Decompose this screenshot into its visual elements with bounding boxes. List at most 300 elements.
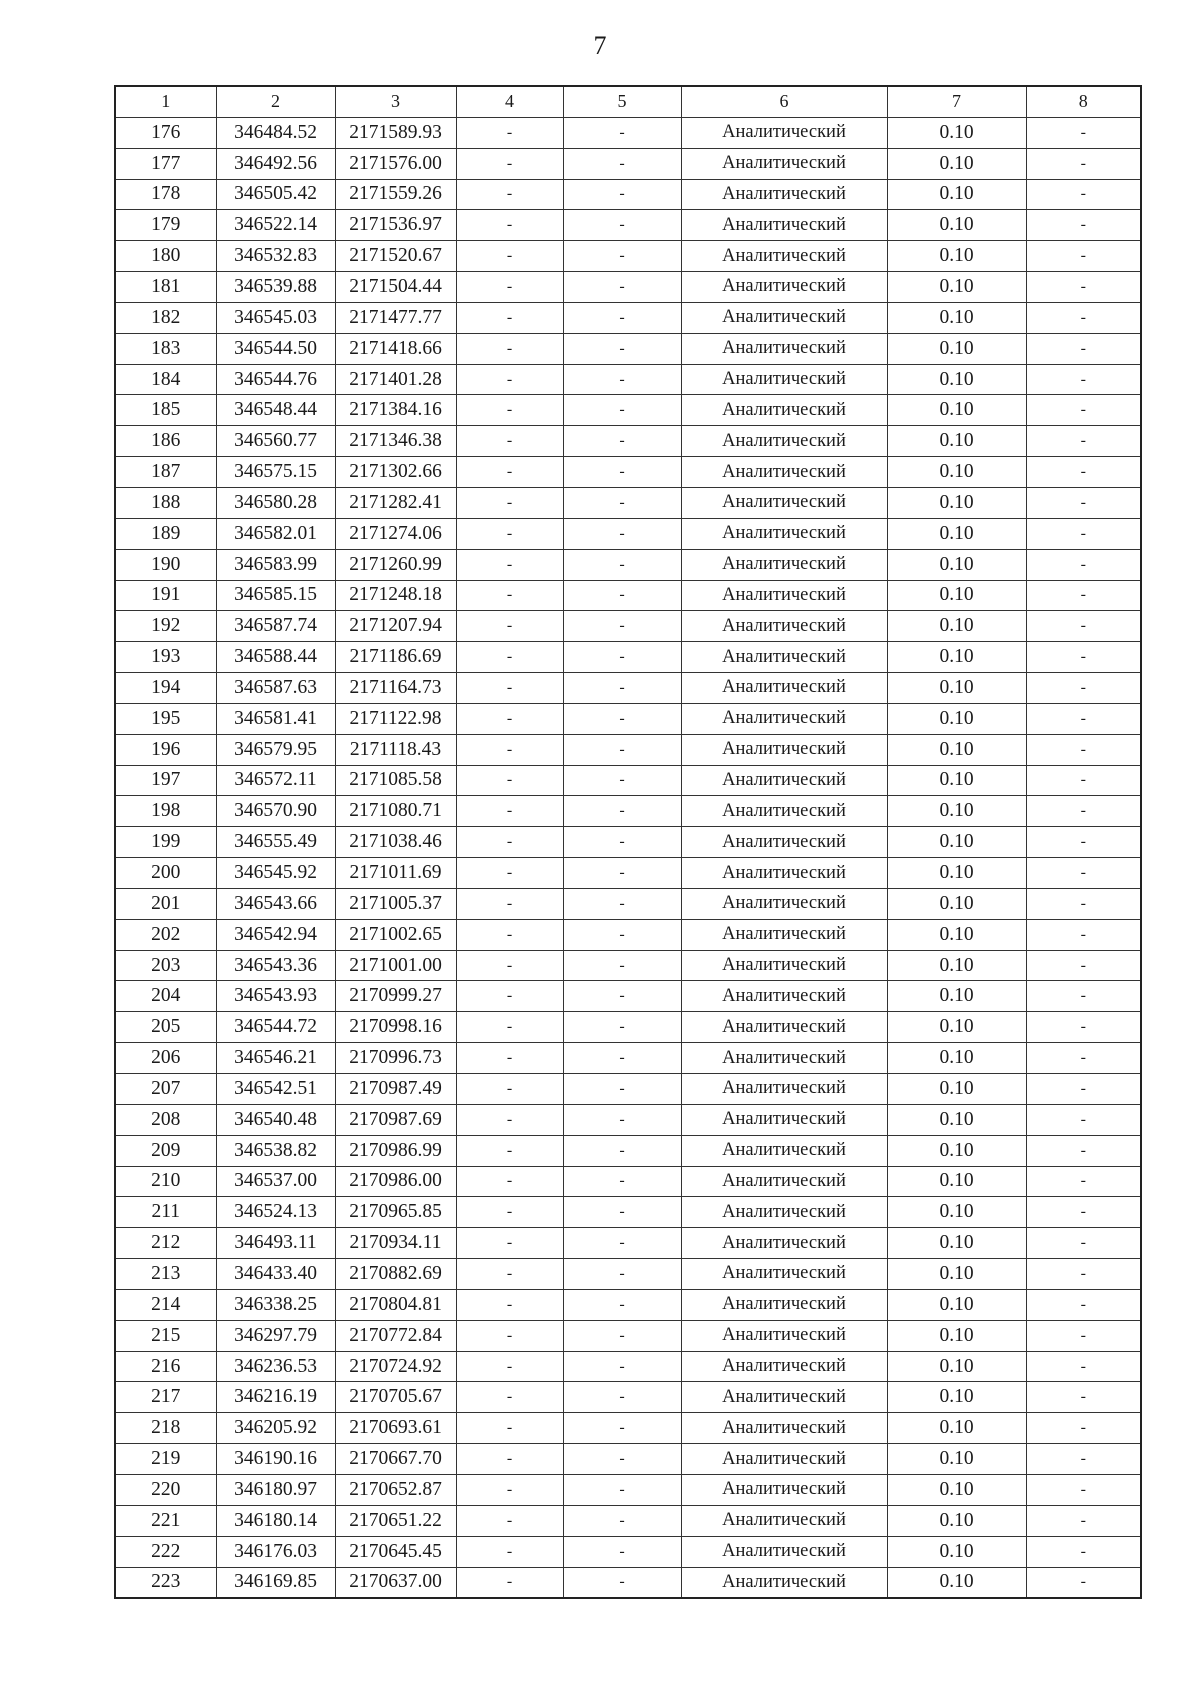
col5-cell: - [563, 395, 681, 426]
point-number-cell: 202 [115, 919, 216, 950]
point-number-cell: 207 [115, 1074, 216, 1105]
table-row [115, 426, 1141, 457]
col8-cell: - [1026, 302, 1141, 333]
y-coordinate-cell: 2171418.66 [335, 333, 456, 364]
table-row [115, 302, 1141, 333]
point-number-cell: 208 [115, 1104, 216, 1135]
method-cell: Аналитический [681, 518, 887, 549]
col8-cell: - [1026, 734, 1141, 765]
y-coordinate-cell: 2170934.11 [335, 1228, 456, 1259]
y-coordinate-cell: 2170637.00 [335, 1567, 456, 1598]
table-row [115, 950, 1141, 981]
y-coordinate-cell: 2171401.28 [335, 364, 456, 395]
table-row [115, 827, 1141, 858]
x-coordinate-cell: 346581.41 [216, 703, 335, 734]
col5-cell: - [563, 518, 681, 549]
table-row [115, 148, 1141, 179]
point-number-cell: 223 [115, 1567, 216, 1598]
y-coordinate-cell: 2171559.26 [335, 179, 456, 210]
coordinates-table-container [114, 85, 1142, 1599]
x-coordinate-cell: 346544.72 [216, 1012, 335, 1043]
col5-cell: - [563, 1351, 681, 1382]
point-number-cell: 194 [115, 673, 216, 704]
accuracy-cell: 0.10 [887, 1074, 1026, 1105]
col8-cell: - [1026, 549, 1141, 580]
table-row [115, 1259, 1141, 1290]
y-coordinate-cell: 2170999.27 [335, 981, 456, 1012]
y-coordinate-cell: 2170667.70 [335, 1444, 456, 1475]
accuracy-cell: 0.10 [887, 1197, 1026, 1228]
col8-cell: - [1026, 1413, 1141, 1444]
y-coordinate-cell: 2171576.00 [335, 148, 456, 179]
col4-cell: - [456, 1536, 563, 1567]
accuracy-cell: 0.10 [887, 272, 1026, 303]
header-row [115, 86, 1141, 117]
col4-cell: - [456, 1351, 563, 1382]
table-row [115, 549, 1141, 580]
col5-cell: - [563, 703, 681, 734]
table-row [115, 487, 1141, 518]
x-coordinate-cell: 346579.95 [216, 734, 335, 765]
col5-cell: - [563, 487, 681, 518]
col8-cell: - [1026, 827, 1141, 858]
accuracy-cell: 0.10 [887, 302, 1026, 333]
col8-cell: - [1026, 1289, 1141, 1320]
table-row [115, 1567, 1141, 1598]
y-coordinate-cell: 2171005.37 [335, 888, 456, 919]
method-cell: Аналитический [681, 364, 887, 395]
table-row [115, 1228, 1141, 1259]
x-coordinate-cell: 346542.51 [216, 1074, 335, 1105]
x-coordinate-cell: 346538.82 [216, 1135, 335, 1166]
point-number-cell: 181 [115, 272, 216, 303]
accuracy-cell: 0.10 [887, 765, 1026, 796]
y-coordinate-cell: 2170998.16 [335, 1012, 456, 1043]
method-cell: Аналитический [681, 210, 887, 241]
table-row [115, 1043, 1141, 1074]
x-coordinate-cell: 346543.93 [216, 981, 335, 1012]
col5-cell: - [563, 1289, 681, 1320]
table-header [115, 86, 1141, 117]
point-number-cell: 206 [115, 1043, 216, 1074]
col8-cell: - [1026, 364, 1141, 395]
col8-cell: - [1026, 1259, 1141, 1290]
col4-cell: - [456, 919, 563, 950]
col4-cell: - [456, 1320, 563, 1351]
x-coordinate-cell: 346524.13 [216, 1197, 335, 1228]
accuracy-cell: 0.10 [887, 1043, 1026, 1074]
col8-cell: - [1026, 333, 1141, 364]
method-cell: Аналитический [681, 1012, 887, 1043]
col5-cell: - [563, 950, 681, 981]
col5-cell: - [563, 642, 681, 673]
col5-cell: - [563, 549, 681, 580]
method-cell: Аналитический [681, 487, 887, 518]
method-cell: Аналитический [681, 1351, 887, 1382]
point-number-cell: 182 [115, 302, 216, 333]
method-cell: Аналитический [681, 703, 887, 734]
col5-cell: - [563, 1444, 681, 1475]
point-number-cell: 215 [115, 1320, 216, 1351]
accuracy-cell: 0.10 [887, 1166, 1026, 1197]
col8-cell: - [1026, 611, 1141, 642]
col5-cell: - [563, 210, 681, 241]
method-cell: Аналитический [681, 1536, 887, 1567]
point-number-cell: 216 [115, 1351, 216, 1382]
method-cell: Аналитический [681, 333, 887, 364]
table-row [115, 734, 1141, 765]
col8-cell: - [1026, 117, 1141, 148]
col5-cell: - [563, 457, 681, 488]
point-number-cell: 211 [115, 1197, 216, 1228]
table-row [115, 457, 1141, 488]
x-coordinate-cell: 346176.03 [216, 1536, 335, 1567]
col5-cell: - [563, 981, 681, 1012]
accuracy-cell: 0.10 [887, 1536, 1026, 1567]
col8-cell: - [1026, 703, 1141, 734]
method-cell: Аналитический [681, 457, 887, 488]
col4-cell: - [456, 210, 563, 241]
y-coordinate-cell: 2170804.81 [335, 1289, 456, 1320]
x-coordinate-cell: 346433.40 [216, 1259, 335, 1290]
accuracy-cell: 0.10 [887, 179, 1026, 210]
col8-cell: - [1026, 1320, 1141, 1351]
x-coordinate-cell: 346587.74 [216, 611, 335, 642]
col5-cell: - [563, 919, 681, 950]
y-coordinate-cell: 2170987.69 [335, 1104, 456, 1135]
method-cell: Аналитический [681, 272, 887, 303]
col8-cell: - [1026, 1567, 1141, 1598]
y-coordinate-cell: 2171384.16 [335, 395, 456, 426]
y-coordinate-cell: 2170996.73 [335, 1043, 456, 1074]
table-row [115, 642, 1141, 673]
point-number-cell: 217 [115, 1382, 216, 1413]
point-number-cell: 177 [115, 148, 216, 179]
x-coordinate-cell: 346543.36 [216, 950, 335, 981]
x-coordinate-cell: 346180.97 [216, 1474, 335, 1505]
accuracy-cell: 0.10 [887, 395, 1026, 426]
accuracy-cell: 0.10 [887, 734, 1026, 765]
table-row [115, 611, 1141, 642]
accuracy-cell: 0.10 [887, 1351, 1026, 1382]
col4-cell: - [456, 1289, 563, 1320]
x-coordinate-cell: 346583.99 [216, 549, 335, 580]
y-coordinate-cell: 2171589.93 [335, 117, 456, 148]
col4-cell: - [456, 1197, 563, 1228]
x-coordinate-cell: 346540.48 [216, 1104, 335, 1135]
col4-cell: - [456, 1043, 563, 1074]
col8-cell: - [1026, 1197, 1141, 1228]
col4-cell: - [456, 148, 563, 179]
col4-cell: - [456, 796, 563, 827]
accuracy-cell: 0.10 [887, 858, 1026, 889]
accuracy-cell: 0.10 [887, 580, 1026, 611]
accuracy-cell: 0.10 [887, 518, 1026, 549]
accuracy-cell: 0.10 [887, 1382, 1026, 1413]
method-cell: Аналитический [681, 549, 887, 580]
x-coordinate-cell: 346582.01 [216, 518, 335, 549]
y-coordinate-cell: 2170965.85 [335, 1197, 456, 1228]
method-cell: Аналитический [681, 1320, 887, 1351]
col4-cell: - [456, 950, 563, 981]
point-number-cell: 220 [115, 1474, 216, 1505]
point-number-cell: 203 [115, 950, 216, 981]
col8-cell: - [1026, 796, 1141, 827]
col4-cell: - [456, 1104, 563, 1135]
col8-cell: - [1026, 1043, 1141, 1074]
accuracy-cell: 0.10 [887, 611, 1026, 642]
accuracy-cell: 0.10 [887, 148, 1026, 179]
col4-cell: - [456, 333, 563, 364]
accuracy-cell: 0.10 [887, 950, 1026, 981]
col5-cell: - [563, 1135, 681, 1166]
x-coordinate-cell: 346492.56 [216, 148, 335, 179]
col4-cell: - [456, 1259, 563, 1290]
col5-cell: - [563, 1197, 681, 1228]
table-row [115, 1444, 1141, 1475]
accuracy-cell: 0.10 [887, 210, 1026, 241]
col8-cell: - [1026, 518, 1141, 549]
point-number-cell: 193 [115, 642, 216, 673]
point-number-cell: 209 [115, 1135, 216, 1166]
accuracy-cell: 0.10 [887, 333, 1026, 364]
x-coordinate-cell: 346543.66 [216, 888, 335, 919]
col5-cell: - [563, 117, 681, 148]
col5-cell: - [563, 1074, 681, 1105]
point-number-cell: 214 [115, 1289, 216, 1320]
col5-cell: - [563, 611, 681, 642]
y-coordinate-cell: 2171080.71 [335, 796, 456, 827]
table-row [115, 272, 1141, 303]
method-cell: Аналитический [681, 1104, 887, 1135]
x-coordinate-cell: 346484.52 [216, 117, 335, 148]
y-coordinate-cell: 2171302.66 [335, 457, 456, 488]
accuracy-cell: 0.10 [887, 919, 1026, 950]
column-header-4: 4 [456, 86, 563, 117]
x-coordinate-cell: 346545.03 [216, 302, 335, 333]
table-row [115, 1166, 1141, 1197]
col8-cell: - [1026, 765, 1141, 796]
method-cell: Аналитический [681, 1474, 887, 1505]
method-cell: Аналитический [681, 117, 887, 148]
method-cell: Аналитический [681, 580, 887, 611]
column-header-6: 6 [681, 86, 887, 117]
x-coordinate-cell: 346522.14 [216, 210, 335, 241]
x-coordinate-cell: 346570.90 [216, 796, 335, 827]
col5-cell: - [563, 364, 681, 395]
x-coordinate-cell: 346545.92 [216, 858, 335, 889]
y-coordinate-cell: 2171186.69 [335, 642, 456, 673]
accuracy-cell: 0.10 [887, 1228, 1026, 1259]
point-number-cell: 222 [115, 1536, 216, 1567]
col4-cell: - [456, 642, 563, 673]
col8-cell: - [1026, 1012, 1141, 1043]
x-coordinate-cell: 346205.92 [216, 1413, 335, 1444]
col5-cell: - [563, 1166, 681, 1197]
accuracy-cell: 0.10 [887, 981, 1026, 1012]
method-cell: Аналитический [681, 642, 887, 673]
point-number-cell: 205 [115, 1012, 216, 1043]
method-cell: Аналитический [681, 950, 887, 981]
col5-cell: - [563, 796, 681, 827]
accuracy-cell: 0.10 [887, 827, 1026, 858]
accuracy-cell: 0.10 [887, 888, 1026, 919]
col8-cell: - [1026, 148, 1141, 179]
accuracy-cell: 0.10 [887, 1259, 1026, 1290]
col8-cell: - [1026, 1444, 1141, 1475]
method-cell: Аналитический [681, 1413, 887, 1444]
col5-cell: - [563, 1413, 681, 1444]
accuracy-cell: 0.10 [887, 117, 1026, 148]
table-row [115, 1289, 1141, 1320]
table-row [115, 580, 1141, 611]
method-cell: Аналитический [681, 1382, 887, 1413]
accuracy-cell: 0.10 [887, 549, 1026, 580]
point-number-cell: 197 [115, 765, 216, 796]
table-row [115, 364, 1141, 395]
col5-cell: - [563, 1320, 681, 1351]
col5-cell: - [563, 888, 681, 919]
table-row [115, 1536, 1141, 1567]
y-coordinate-cell: 2171118.43 [335, 734, 456, 765]
y-coordinate-cell: 2171001.00 [335, 950, 456, 981]
col8-cell: - [1026, 426, 1141, 457]
col4-cell: - [456, 1413, 563, 1444]
column-header-5: 5 [563, 86, 681, 117]
column-header-8: 8 [1026, 86, 1141, 117]
y-coordinate-cell: 2170651.22 [335, 1505, 456, 1536]
y-coordinate-cell: 2171520.67 [335, 241, 456, 272]
point-number-cell: 196 [115, 734, 216, 765]
y-coordinate-cell: 2170645.45 [335, 1536, 456, 1567]
method-cell: Аналитический [681, 241, 887, 272]
y-coordinate-cell: 2170693.61 [335, 1413, 456, 1444]
table-row [115, 1135, 1141, 1166]
table-row [115, 1074, 1141, 1105]
table-row [115, 518, 1141, 549]
col4-cell: - [456, 272, 563, 303]
col8-cell: - [1026, 272, 1141, 303]
method-cell: Аналитический [681, 611, 887, 642]
method-cell: Аналитический [681, 302, 887, 333]
y-coordinate-cell: 2171536.97 [335, 210, 456, 241]
col5-cell: - [563, 302, 681, 333]
method-cell: Аналитический [681, 395, 887, 426]
col5-cell: - [563, 734, 681, 765]
table-row [115, 241, 1141, 272]
accuracy-cell: 0.10 [887, 1012, 1026, 1043]
x-coordinate-cell: 346190.16 [216, 1444, 335, 1475]
method-cell: Аналитический [681, 1289, 887, 1320]
y-coordinate-cell: 2170986.99 [335, 1135, 456, 1166]
table-body [115, 117, 1141, 1598]
col8-cell: - [1026, 1074, 1141, 1105]
table-row [115, 1197, 1141, 1228]
x-coordinate-cell: 346572.11 [216, 765, 335, 796]
x-coordinate-cell: 346236.53 [216, 1351, 335, 1382]
accuracy-cell: 0.10 [887, 1135, 1026, 1166]
x-coordinate-cell: 346338.25 [216, 1289, 335, 1320]
col5-cell: - [563, 1505, 681, 1536]
point-number-cell: 184 [115, 364, 216, 395]
method-cell: Аналитический [681, 888, 887, 919]
col5-cell: - [563, 272, 681, 303]
x-coordinate-cell: 346537.00 [216, 1166, 335, 1197]
x-coordinate-cell: 346544.50 [216, 333, 335, 364]
table-row [115, 210, 1141, 241]
col4-cell: - [456, 1012, 563, 1043]
method-cell: Аналитический [681, 1228, 887, 1259]
point-number-cell: 204 [115, 981, 216, 1012]
accuracy-cell: 0.10 [887, 1505, 1026, 1536]
x-coordinate-cell: 346555.49 [216, 827, 335, 858]
point-number-cell: 190 [115, 549, 216, 580]
method-cell: Аналитический [681, 1043, 887, 1074]
method-cell: Аналитический [681, 673, 887, 704]
accuracy-cell: 0.10 [887, 703, 1026, 734]
table-row [115, 1413, 1141, 1444]
accuracy-cell: 0.10 [887, 457, 1026, 488]
col4-cell: - [456, 364, 563, 395]
table-row [115, 796, 1141, 827]
point-number-cell: 191 [115, 580, 216, 611]
y-coordinate-cell: 2171011.69 [335, 858, 456, 889]
method-cell: Аналитический [681, 1197, 887, 1228]
col5-cell: - [563, 1228, 681, 1259]
table-row [115, 333, 1141, 364]
table-row [115, 1474, 1141, 1505]
y-coordinate-cell: 2171248.18 [335, 580, 456, 611]
method-cell: Аналитический [681, 1166, 887, 1197]
col5-cell: - [563, 1104, 681, 1135]
col5-cell: - [563, 765, 681, 796]
col8-cell: - [1026, 1474, 1141, 1505]
page-number: 7 [593, 31, 607, 60]
method-cell: Аналитический [681, 734, 887, 765]
x-coordinate-cell: 346216.19 [216, 1382, 335, 1413]
col4-cell: - [456, 1382, 563, 1413]
y-coordinate-cell: 2171274.06 [335, 518, 456, 549]
x-coordinate-cell: 346544.76 [216, 364, 335, 395]
accuracy-cell: 0.10 [887, 1444, 1026, 1475]
x-coordinate-cell: 346180.14 [216, 1505, 335, 1536]
col5-cell: - [563, 426, 681, 457]
table-row [115, 117, 1141, 148]
col4-cell: - [456, 1567, 563, 1598]
column-header-3: 3 [335, 86, 456, 117]
accuracy-cell: 0.10 [887, 642, 1026, 673]
point-number-cell: 218 [115, 1413, 216, 1444]
col4-cell: - [456, 457, 563, 488]
method-cell: Аналитический [681, 1444, 887, 1475]
point-number-cell: 180 [115, 241, 216, 272]
x-coordinate-cell: 346548.44 [216, 395, 335, 426]
method-cell: Аналитический [681, 858, 887, 889]
col4-cell: - [456, 888, 563, 919]
col8-cell: - [1026, 919, 1141, 950]
col5-cell: - [563, 580, 681, 611]
point-number-cell: 176 [115, 117, 216, 148]
table-row [115, 179, 1141, 210]
col8-cell: - [1026, 457, 1141, 488]
accuracy-cell: 0.10 [887, 1413, 1026, 1444]
col8-cell: - [1026, 1135, 1141, 1166]
col8-cell: - [1026, 395, 1141, 426]
col4-cell: - [456, 827, 563, 858]
column-header-2: 2 [216, 86, 335, 117]
col4-cell: - [456, 179, 563, 210]
point-number-cell: 188 [115, 487, 216, 518]
